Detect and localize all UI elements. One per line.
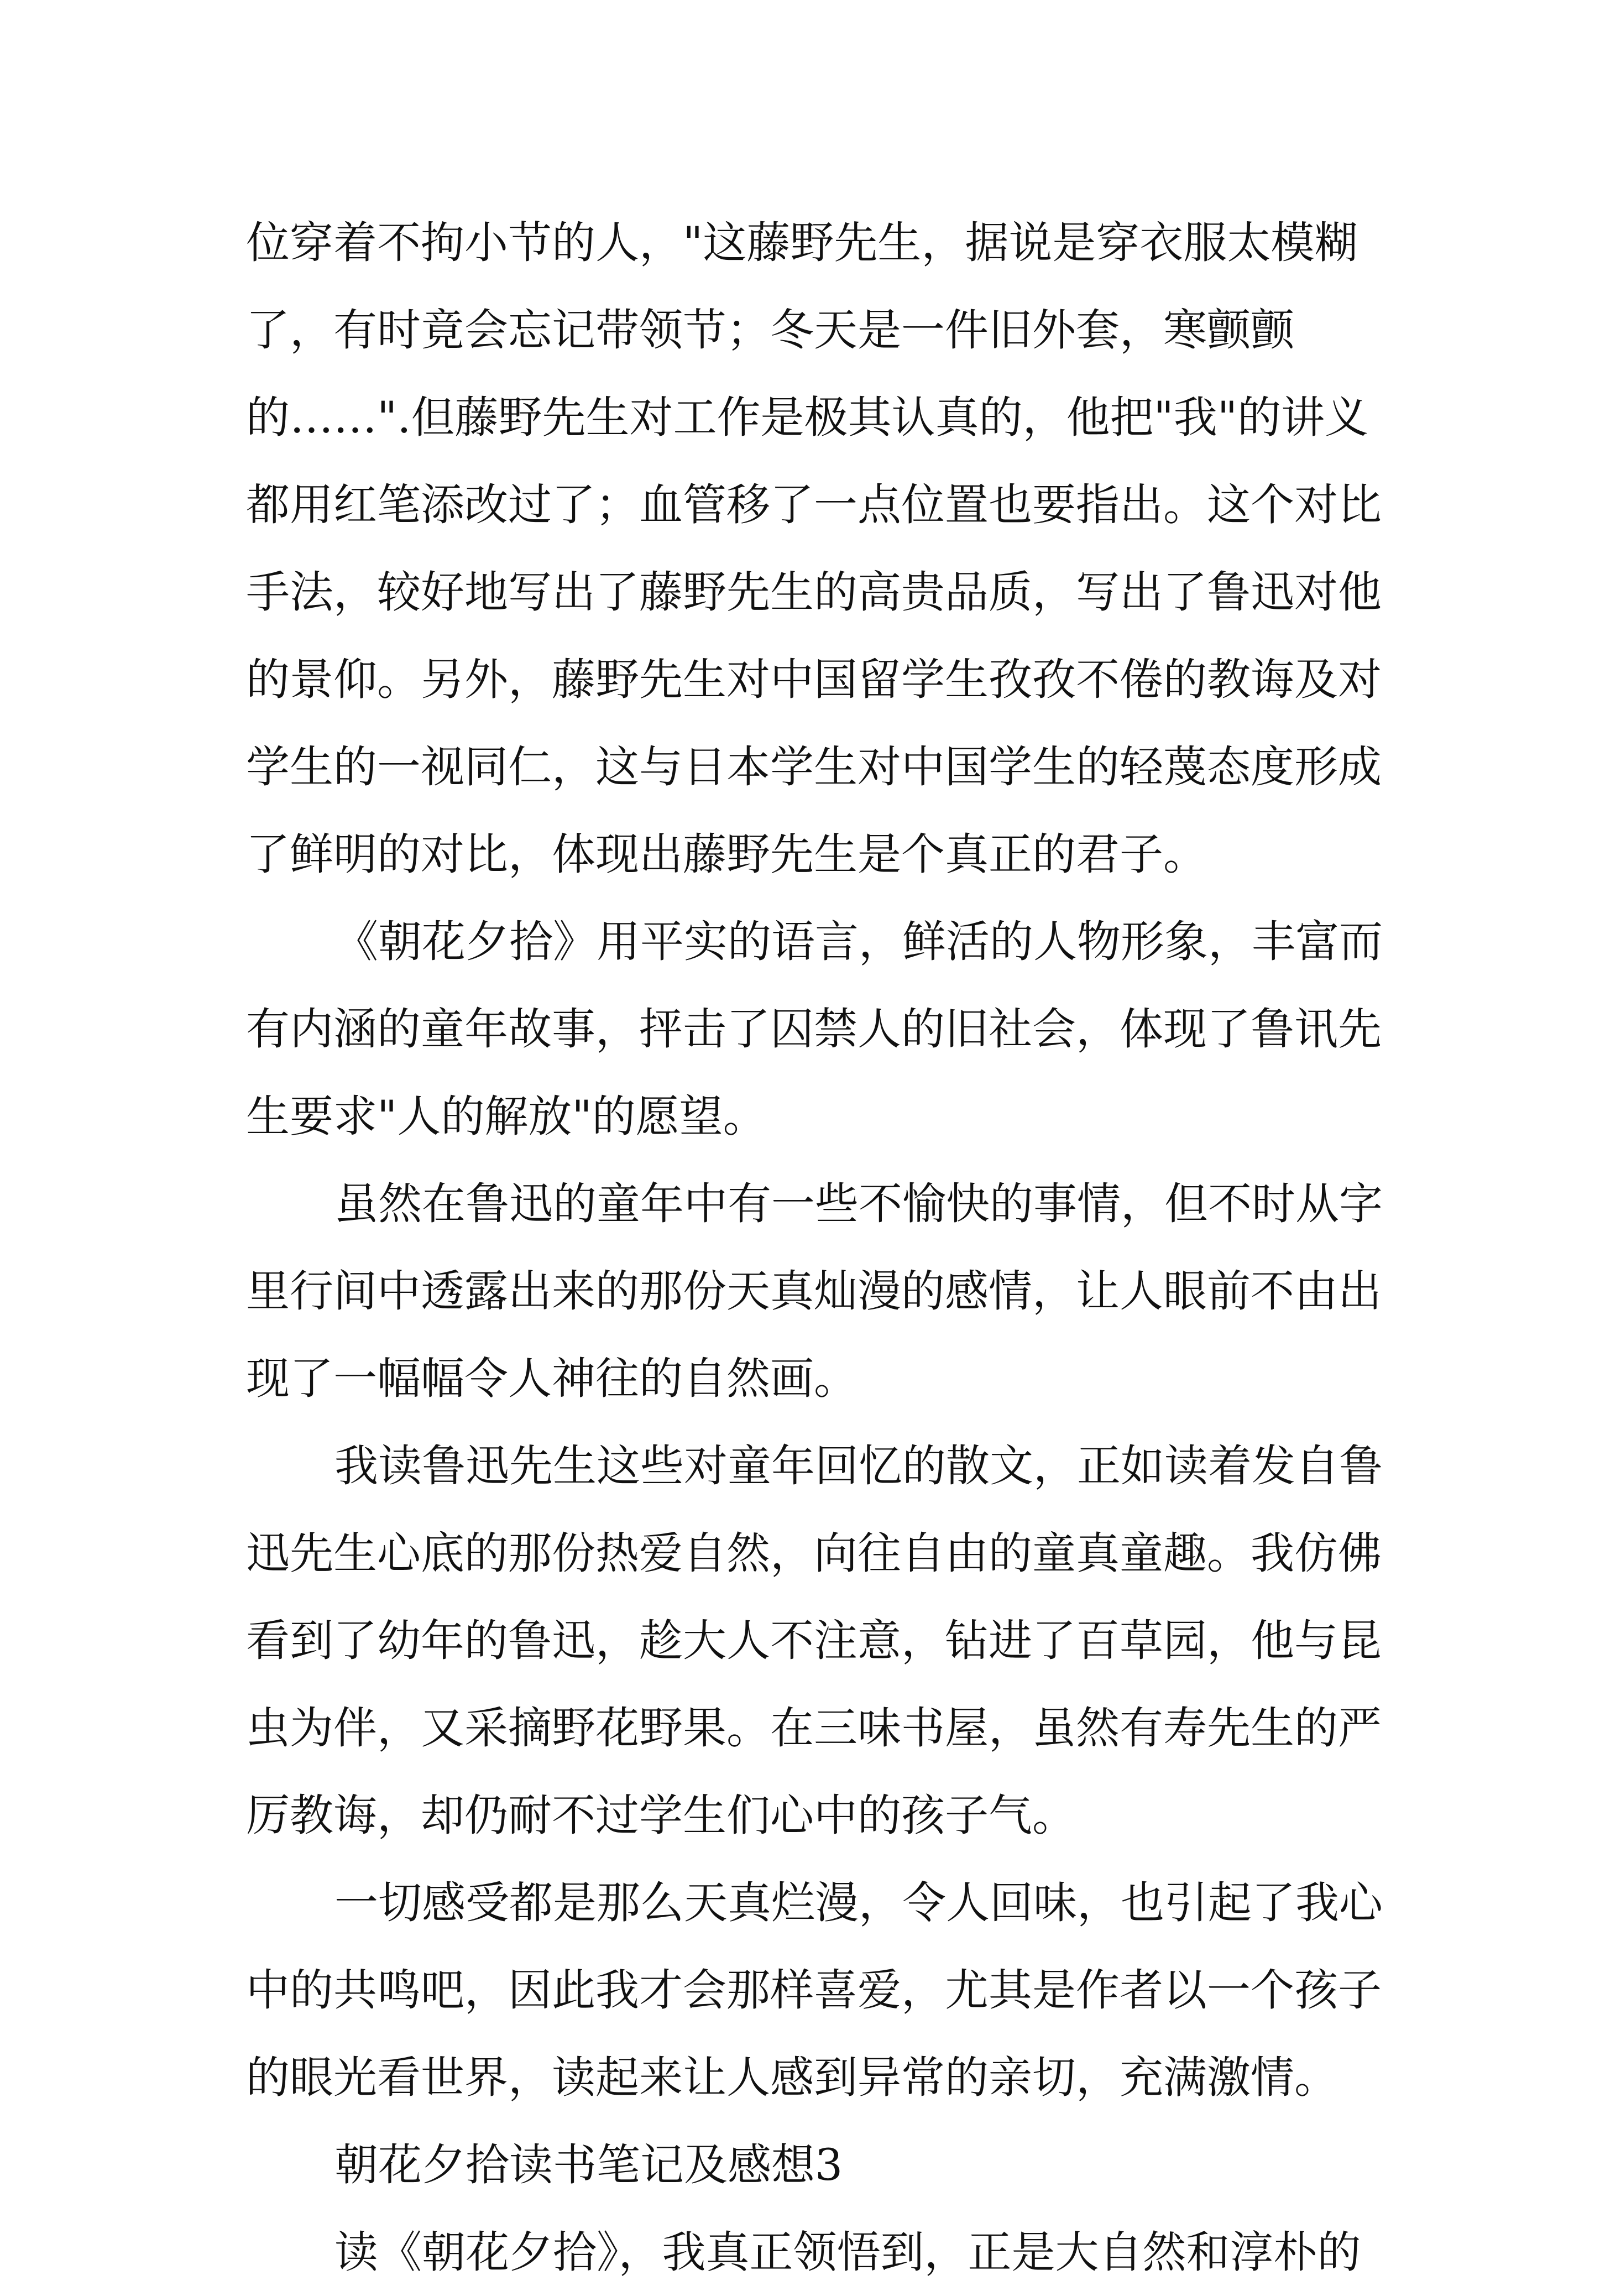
text-line: 手法，较好地写出了藤野先生的高贵品质，写出了鲁迅对他	[246, 567, 1382, 618]
text-line: 一切感受都是那么天真烂漫，令人回味，也引起了我心	[334, 1877, 1383, 1928]
text-line: 现了一幅幅令人神往的自然画。	[246, 1353, 857, 1404]
document-body	[246, 199, 1383, 2296]
section-title: 朝花夕拾读书笔记及感想3	[334, 2140, 843, 2190]
text-line: 看到了幼年的鲁迅，趁大人不注意，钻进了百草园，他与昆	[246, 1615, 1382, 1666]
text-line: 中的共鸣吧，因此我才会那样喜爱，尤其是作者以一个孩子	[246, 1965, 1382, 2016]
text-line: 迅先生心底的那份热爱自然，向往自由的童真童趣。我仿佛	[246, 1528, 1382, 1579]
text-line: 的景仰。另外，藤野先生对中国留学生孜孜不倦的教诲及对	[246, 654, 1382, 705]
text-line: 的眼光看世界，读起来让人感到异常的亲切，充满激情。	[246, 2052, 1338, 2103]
paragraph-fujino-contrast	[246, 199, 1382, 898]
paragraph-section3-start	[246, 2209, 1379, 2296]
paragraph-reading-reflection	[246, 1422, 1383, 1859]
text-line: 了，有时竟会忘记带领节；冬天是一件旧外套，寒颤颤	[246, 305, 1294, 356]
text-line: 虫为伴，又采摘野花野果。在三味书屋，虽然有寿先生的严	[246, 1703, 1382, 1754]
text-line: 虽然在鲁迅的童年中有一些不愉快的事情，但不时从字	[334, 1178, 1383, 1229]
text-line: 里行间中透露出来的那份天真灿漫的感情，让人眼前不由出	[246, 1266, 1382, 1317]
text-line: 的……".但藤野先生对工作是极其认真的，他把"我"的讲义	[246, 392, 1369, 443]
text-line: 了鲜明的对比，体现出藤野先生是个真正的君子。	[246, 829, 1207, 880]
text-line: 读《朝花夕拾》，我真正领悟到，正是大自然和淳朴的	[334, 2227, 1361, 2278]
text-line: 有内涵的童年故事，抨击了囚禁人的旧社会，体现了鲁讯先	[246, 1004, 1382, 1055]
text-line: 厉教诲，却仍耐不过学生们心中的孩子气。	[246, 1790, 1076, 1841]
text-line: 生要求"人的解放"的愿望。	[246, 1091, 767, 1142]
text-line: 我读鲁迅先生这些对童年回忆的散文，正如读着发自鲁	[334, 1441, 1383, 1491]
paragraph-feelings	[246, 1859, 1383, 2121]
text-line: 都用红笔添改过了；血管移了一点位置也要指出。这个对比	[246, 479, 1382, 530]
paragraph-childhood	[246, 1160, 1383, 1422]
text-line: 《朝花夕拾》用平实的语言，鲜活的人物形象，丰富而	[334, 916, 1383, 967]
text-line: 位穿着不拘小节的人，"这藤野先生，据说是穿衣服太模糊	[246, 217, 1358, 268]
section-heading	[246, 2121, 1379, 2209]
paragraph-summary	[246, 898, 1383, 1160]
text-line: 学生的一视同仁，这与日本学生对中国学生的轻蔑态度形成	[246, 742, 1382, 792]
